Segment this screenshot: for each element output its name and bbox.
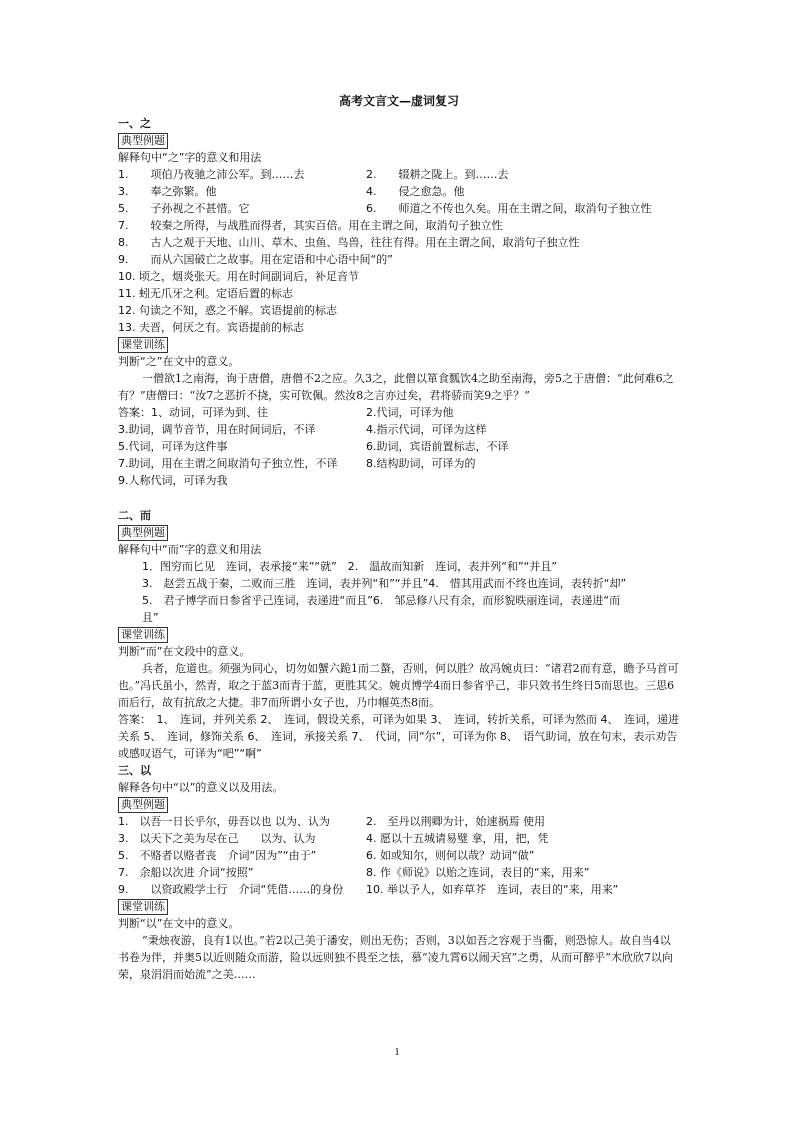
example-item: 6. 师道之不传也久矣。用在主谓之间，取消句子独立性 [366, 202, 652, 215]
answer-grid [118, 404, 680, 472]
example-item: 8. 古人之观于天地、山川、草木、虫鱼、鸟兽，往往有得。用在主谓之间，取消句子独立性 [118, 236, 580, 249]
practice-task: 判断“以”在文中的意义。 [118, 917, 240, 930]
practice-box-label: 课堂训练 [118, 627, 168, 643]
example-item: 7. 余船以次进 介词“按照” [118, 866, 254, 879]
practice-passage: “秉烛夜游，良有1以也。”若2以己美于潘安，则出无伤；否则，3以如吾之容观于当衢，则恐惊人。故自当4以书卷为伴，并奥5以近则随众而游，险以远则独不畏至之怯，慕“凌九霄6以闹天宫”之勇，从而可醉乎“木欣欣7以向荣，泉涓涓而始流”之美…… [118, 934, 673, 981]
answer-item: 3.助词，调节音节，用在时间词后，不译 [118, 423, 316, 436]
answer-block: 答案： 1、 连词，并列关系 2、 连词，假设关系，可译为如果 3、 连词，转折关系，可译为然而 4、 连词，递进关系 5、 连词，修饰关系 6、 连词，承接关系 7、 代词，同“尔”，可译为你 8、 语气助词，放在句末，表示劝告或感叹语气，可译为“吧”“啊” [118, 713, 679, 760]
answer-item: 答案：1、动词，可译为到、往 [118, 406, 268, 419]
answer-item: 2.代词，可译为他 [366, 406, 454, 419]
example-item: 12. 句读之不知，惑之不解。宾语提前的标志 [118, 304, 337, 317]
example-item: 8. 作《师说》以贻之连词，表目的“来，用来” [366, 866, 590, 879]
practice-box-label: 课堂训练 [118, 337, 168, 353]
page-number: 1 [394, 1046, 400, 1058]
example-item: 1. 项伯乃夜驰之沛公军。到……去 [118, 168, 305, 181]
answer-item: 4.指示代词，可译为这样 [366, 423, 487, 436]
example-item: 4. 侵之愈急。他 [366, 185, 465, 198]
answer-item: 5.代词，可译为这件事 [118, 440, 228, 453]
example-grid [118, 166, 680, 217]
answer-item: 6.助词，宾语前置标志，不译 [366, 440, 509, 453]
example-item: 3. 赵尝五战于秦，二败而三胜 连词，表并列“和”“并且”4. 惜其用武而不终也连词，表转折“却” [142, 577, 627, 590]
section-heading-er: 二、而 [118, 509, 151, 522]
document-body [118, 92, 680, 983]
practice-box-label: 课堂训练 [118, 899, 168, 915]
example-item: 9. 以资政殿学士行 介词“凭借……的身份 [118, 883, 344, 896]
example-item: 2. 辍耕之陇上。到……去 [366, 168, 509, 181]
example-item: 3. 奉之弥繁。他 [118, 185, 217, 198]
example-item: 5. 君子博学而日参省乎己连词，表递进“而且”6. 邹忌修八尺有余，而形貌昳丽连词，表递进“而 [142, 594, 621, 607]
section-heading-zhi: 一、之 [118, 117, 151, 130]
example-item: 6. 如或知尔，则何以哉？动词“做” [366, 849, 535, 862]
example-box-label: 典型例题 [118, 797, 168, 813]
section-intro: 解释句中“而”字的意义和用法 [118, 543, 262, 556]
document-title: 高考文言文—虚词复习 [338, 94, 459, 108]
section-intro: 解释各句中“以”的意义以及用法。 [118, 781, 284, 794]
answer-item: 7.助词，用在主谓之间取消句子独立性，不译 [118, 457, 338, 470]
example-item: 1．图穷而匕见 连词，表承接“来”“就” 2. 温故而知新 连词，表并列“和”“并且” [142, 560, 558, 573]
example-item: 5. 不赂者以赂者丧 介词“因为”“由于” [118, 849, 317, 862]
example-item: 1. 以吾一日长乎尔，毋吾以也 以为、认为 [118, 815, 330, 828]
practice-passage: 兵者，危道也。须强为同心，切勿如蟹六跪1而二螯，否则，何以胜？故冯婉贞曰：“诸君2而有意，瞻予马首可也。”冯氏虽小，然青，取之于蓝3而青于蓝，更胜其父。婉贞博学4而日参省乎己，非只效书生终日5而思也。三思6而后行，故有抗敌之大捷。非7而所谓小女子也，乃巾帼英杰8而。 [118, 662, 679, 709]
example-item: 10. 举以予人，如弃草芥 连词，表目的“来，用来” [366, 883, 619, 896]
example-item: 2. 至丹以荆卿为计，始速祸焉 使用 [366, 815, 545, 828]
example-item: 10. 顷之，烟炎张天。用在时间副词后，补足音节 [118, 270, 359, 283]
example-item: 5. 子孙视之不甚惜。它 [118, 202, 250, 215]
practice-passage: 一僧欲1之南海，询于唐僧，唐僧不2之应。久3之，此僧以箪食瓢饮4之助至南海，旁5之于唐僧：“此何难6之有？”唐僧曰：“汝7之恶折不挠，实可钦佩。然汝8之言亦过矣，君将骄而笑9之乎？” [118, 372, 674, 402]
practice-task: 判断“之”在文中的意义。 [118, 355, 240, 368]
practice-task: 判断“而”在文段中的意义。 [118, 645, 251, 658]
answer-item: 9.人称代词，可译为我 [118, 474, 228, 487]
section-heading-yi: 三、以 [118, 764, 151, 777]
example-item: 4. 愿以十五城请易璧 拿，用，把，凭 [366, 832, 549, 845]
example-box-label: 典型例题 [118, 525, 168, 541]
example-box-label: 典型例题 [118, 133, 168, 149]
example-item: 7. 较秦之所得，与战胜而得者，其实百倍。用在主谓之间，取消句子独立性 [118, 219, 503, 232]
section-intro: 解释句中“之”字的意义和用法 [118, 151, 262, 164]
example-item: 3. 以天下之美为尽在己 以为、认为 [118, 832, 316, 845]
example-item: 9. 而从六国破亡之故事。用在定语和中心语中间“的” [118, 253, 393, 266]
answer-item: 8.结构助词，可译为的 [366, 457, 476, 470]
example-item: 且” [142, 611, 159, 624]
example-item: 13. 夫晋，何厌之有。宾语提前的标志 [118, 321, 304, 334]
example-item: 11. 蚓无爪牙之利。定语后置的标志 [118, 287, 293, 300]
example-grid [118, 813, 680, 898]
